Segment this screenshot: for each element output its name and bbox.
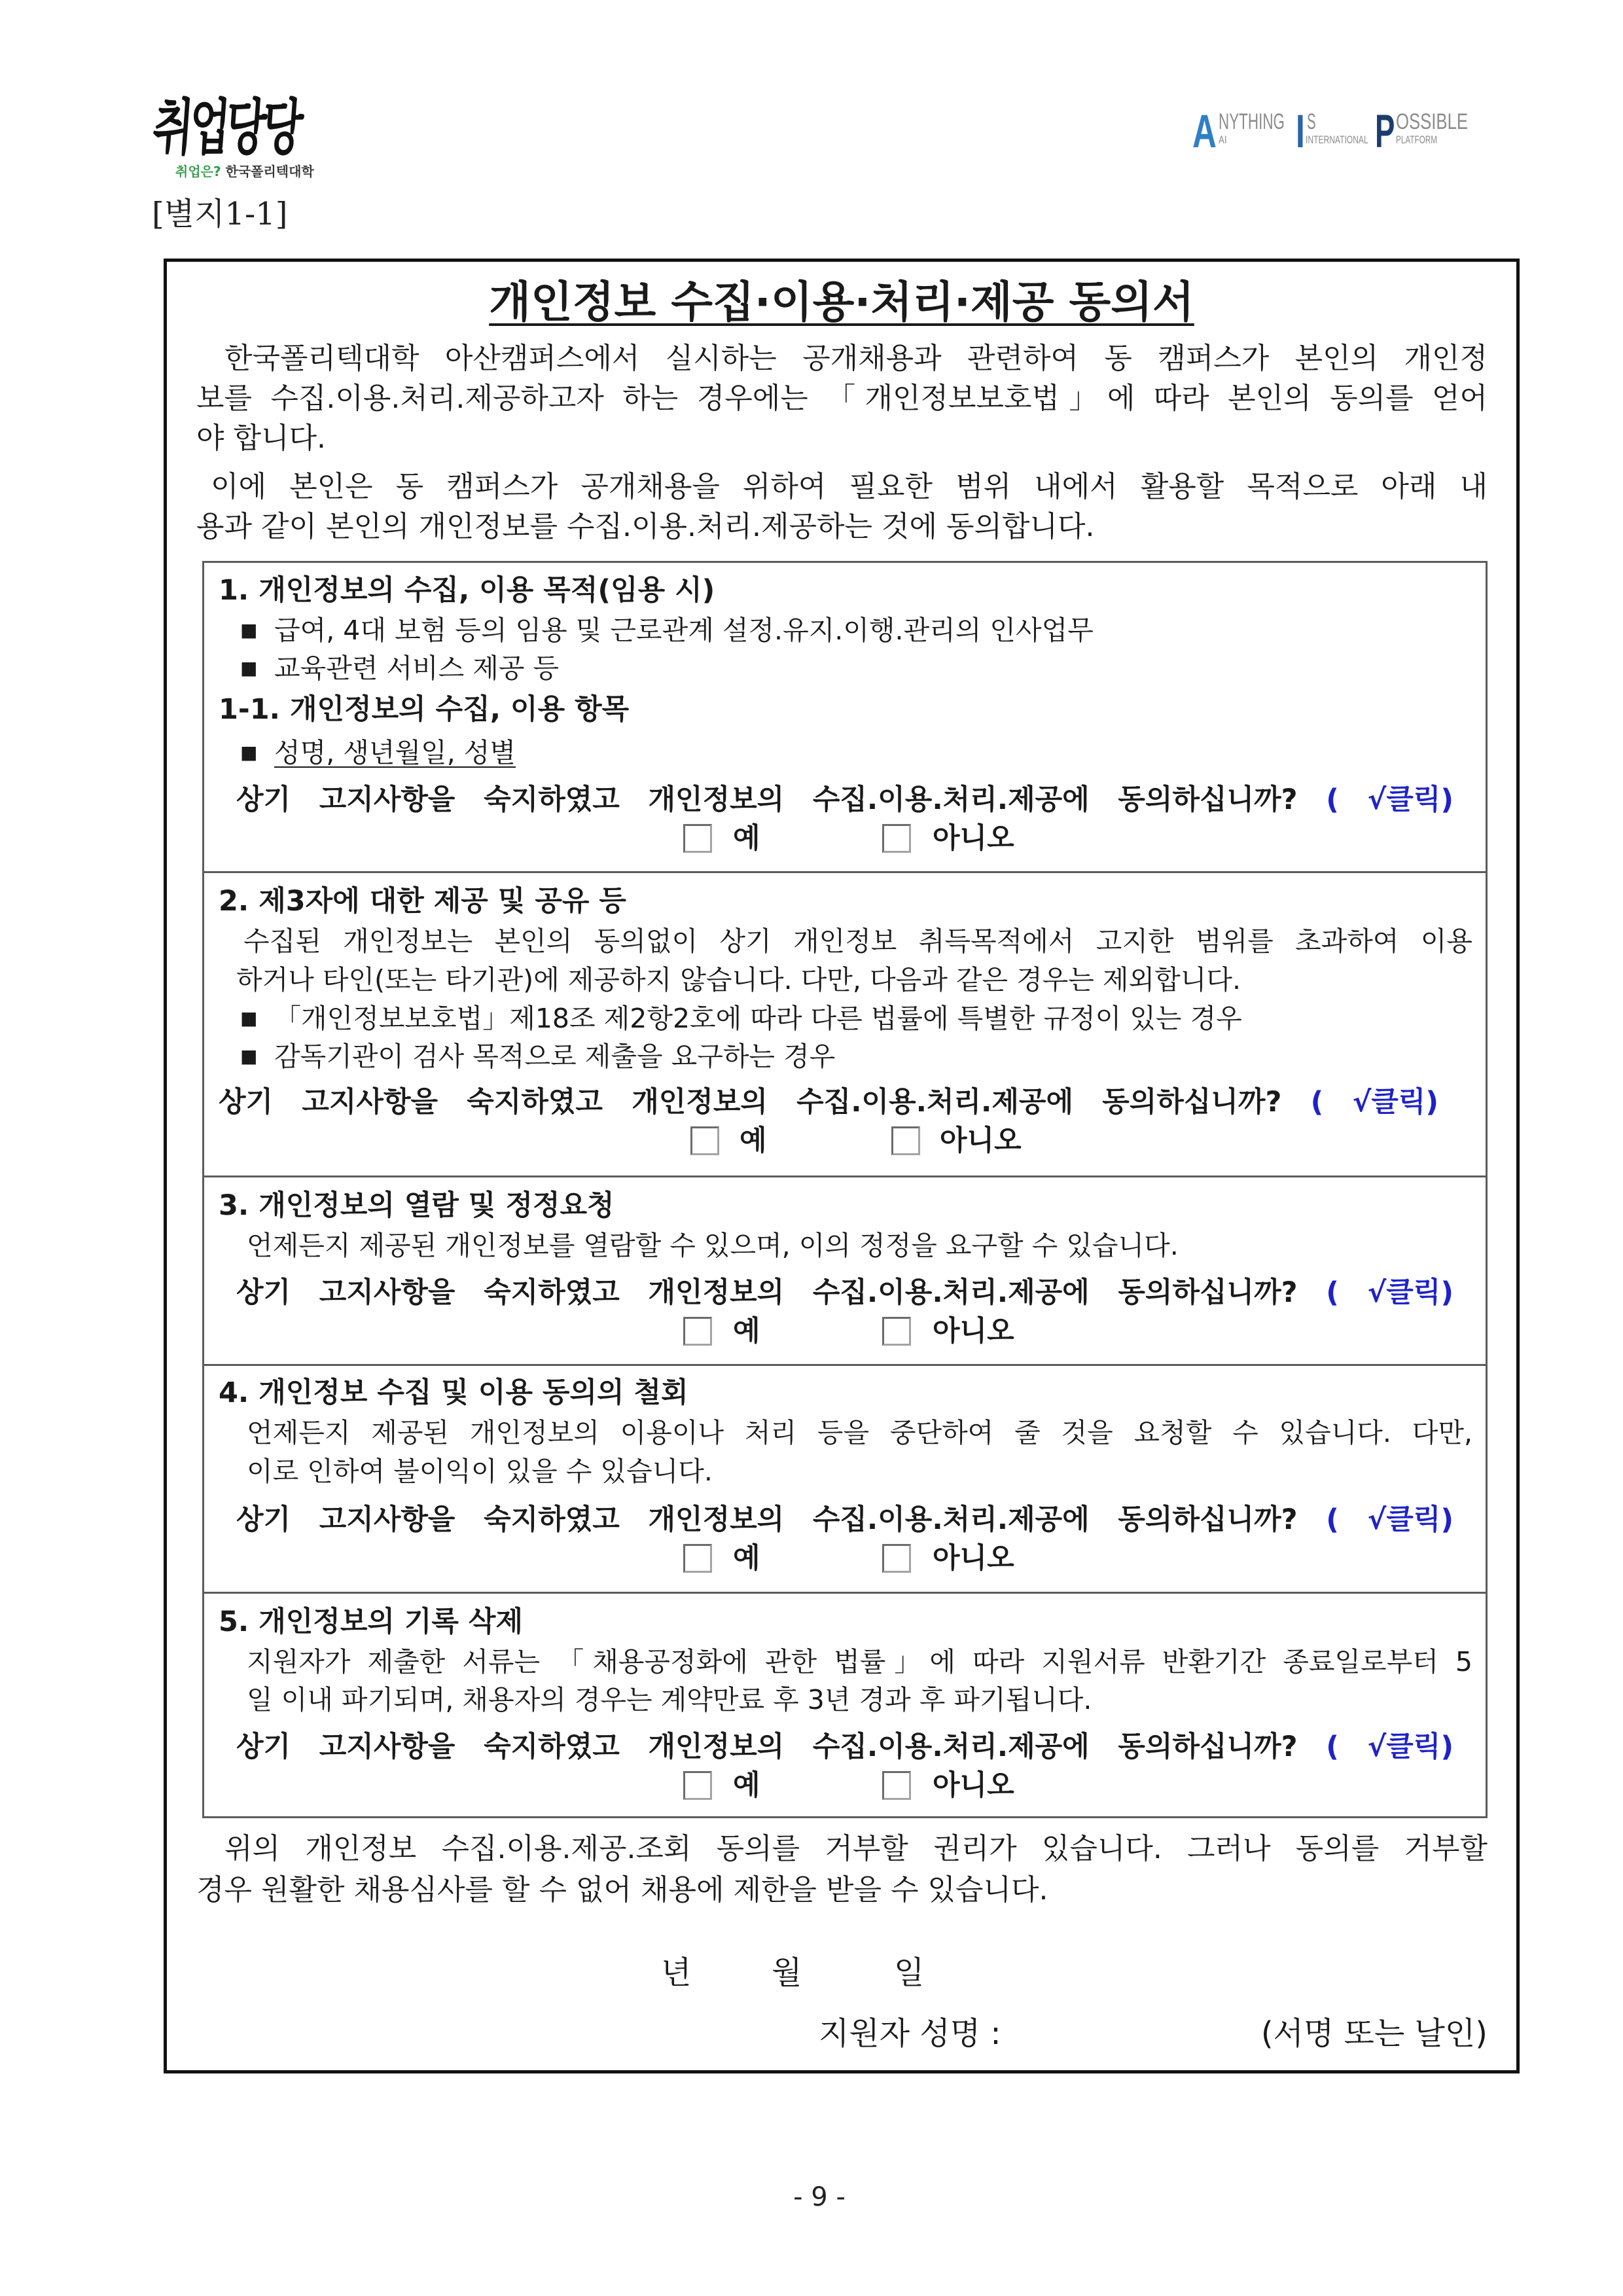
consent-yes-checkbox[interactable] [683,1317,712,1346]
intro-line: 야 합니다. [196,422,326,455]
signature-note: (서명 또는 날인) [1260,2015,1488,2052]
logo-right-a-rest: NYTHING [1219,109,1285,134]
click-hint: ( √클릭) [1326,1276,1454,1309]
logo-left-tagline-text: 한국폴리텍대학 [225,164,314,179]
consent-no-label[interactable]: 아니오 [933,822,1014,855]
consent-question-text: 상기 고지사항을 숙지하였고 개인정보의 수집.이용.처리.제공에 동의하십니까? [236,783,1298,816]
form-title: 개인정보 수집·이용·처리·제공 동의서 [489,277,1194,327]
bullet-icon: ■ [240,619,258,641]
consent-no-checkbox[interactable] [882,1317,911,1346]
date-year-label: 년 [661,1954,692,1991]
consent-no-label[interactable]: 아니오 [933,1542,1014,1575]
section-body-line: 일 이내 파기되며, 채용자의 경우는 계약만료 후 3년 경과 후 파기됩니다. [247,1684,1092,1715]
consent-yes-checkbox[interactable] [683,824,712,853]
consent-no-label[interactable]: 아니오 [933,1315,1014,1348]
section-heading: 1. 개인정보의 수집, 이용 목적(임용 시) [219,574,715,607]
title-row [164,273,1520,332]
bullet-text: 감독기관이 검사 목적으로 제출을 요구하는 경우 [274,1041,836,1072]
section-body-line: 언제든지 제공된 개인정보를 열람할 수 있으며, 이의 정정을 요구할 수 있습니다. [247,1230,1179,1261]
bullet-text: 급여, 4대 보험 등의 임용 및 근로관계 설정.유지.이행.관리의 인사업무 [274,615,1094,646]
bullet-icon: ■ [240,1007,258,1029]
refusal-line: 경우 원활한 채용심사를 할 수 없어 채용에 제한을 받을 수 있습니다. [196,1873,1048,1907]
section-heading: 2. 제3자에 대한 제공 및 공유 등 [219,885,626,918]
intro-line: 보를 수집.이용.처리.제공하고자 하는 경우에는 「개인정보보호법」에 따라 본인의 동의를 얻어 [196,382,1488,415]
consent-question-text: 상기 고지사항을 숙지하였고 개인정보의 수집.이용.처리.제공에 동의하십니까? [219,1086,1282,1119]
form-number: [별지1-1] [152,196,288,232]
logo-right-i-sub: INTERNATIONAL [1306,134,1368,146]
consent-question-text: 상기 고지사항을 숙지하였고 개인정보의 수집.이용.처리.제공에 동의하십니까? [236,1731,1298,1763]
logo-right-p: P [1375,106,1395,158]
consent-question [219,1081,1438,1123]
consent-yes-checkbox[interactable] [683,1771,712,1800]
consent-yes-label[interactable]: 예 [733,1542,760,1575]
consent-yes-checkbox[interactable] [683,1544,712,1573]
bullet-text: 「개인정보보호법」제18조 제2항2호에 따라 다른 법률에 특별한 규정이 있는 경우 [274,1003,1242,1034]
logo-right-p-rest: OSSIBLE [1396,109,1469,134]
logo-left-tagline-accent: 취업은? [175,164,221,179]
consent-no-checkbox[interactable] [882,824,911,853]
bullet-text: 교육관련 서비스 제공 등 [274,653,560,684]
bullet-icon: ■ [240,1045,258,1067]
consent-question [236,1499,1454,1541]
bullet-text: 성명, 생년월일, 성별 [274,737,516,768]
section-body-line: 수집된 개인정보는 본인의 동의없이 상기 개인정보 취득목적에서 고지한 범위를 초과하여 이용 [243,925,1472,957]
section-divider [202,1364,1488,1366]
section-body-line: 이로 인하여 불이익이 있을 수 있습니다. [247,1456,713,1487]
section-heading: 3. 개인정보의 열람 및 정정요청 [219,1189,615,1222]
section-body-line: 하거나 타인(또는 타기관)에 제공하지 않습니다. 다만, 다음과 같은 경우는 제외합니다. [236,964,1241,996]
consent-no-checkbox[interactable] [891,1126,920,1155]
consent-no-label[interactable]: 아니오 [940,1124,1022,1157]
section-body-line: 지원자가 제출한 서류는 「채용공정화에 관한 법률」에 따라 지원서류 반환기간 종료일로부터 5 [247,1646,1472,1677]
logo-right-i: I [1296,106,1305,158]
consent-question [236,1272,1454,1314]
click-hint: ( √클릭) [1326,1731,1454,1763]
logo-right-a-sub: AI [1219,134,1227,146]
consent-no-checkbox[interactable] [882,1544,911,1573]
bullet-icon: ■ [240,657,258,679]
logo-right-i-rest: S [1307,109,1316,134]
section-divider [202,871,1488,873]
click-hint: ( √클릭) [1326,1503,1454,1536]
consent-yes-label[interactable]: 예 [733,1769,760,1802]
consent-question [236,779,1454,821]
bullet-icon: ■ [240,742,258,763]
consent-yes-label[interactable]: 예 [740,1124,767,1157]
date-day-label: 일 [894,1954,925,1991]
section-divider [202,1175,1488,1177]
logo-left-wordmark: 취업당당 [150,93,302,164]
section-heading: 4. 개인정보 수집 및 이용 동의의 철회 [219,1376,688,1409]
page-number: - 9 - [793,2182,846,2212]
click-hint: ( √클릭) [1310,1086,1438,1119]
consent-question-text: 상기 고지사항을 숙지하였고 개인정보의 수집.이용.처리.제공에 동의하십니까? [236,1276,1298,1309]
applicant-name-label: 지원자 성명 : [819,2015,1001,2052]
section-divider [202,1592,1488,1594]
logo-left-tagline [175,164,314,179]
intro-line: 한국폴리텍대학 아산캠퍼스에서 실시하는 공개채용과 관련하여 동 캠퍼스가 본인의 개인정 [224,342,1488,375]
intro-line: 용과 같이 본인의 개인정보를 수집.이용.처리.제공하는 것에 동의합니다. [196,510,1095,543]
logo-right-a: A [1192,106,1217,158]
section-heading: 5. 개인정보의 기록 삭제 [219,1605,524,1638]
consent-question-text: 상기 고지사항을 숙지하였고 개인정보의 수집.이용.처리.제공에 동의하십니까? [236,1503,1298,1536]
date-month-label: 월 [772,1954,802,1991]
consent-no-label[interactable]: 아니오 [933,1769,1014,1802]
section-body-line: 언제든지 제공된 개인정보의 이용이나 처리 등을 중단하여 줄 것을 요청할 수 있습니다. 다만, [247,1417,1472,1448]
intro-line: 이에 본인은 동 캠퍼스가 공개채용을 위하여 필요한 범위 내에서 활용할 목적으로 아래 내 [211,470,1488,503]
section-subheading: 1-1. 개인정보의 수집, 이용 항목 [219,693,630,726]
refusal-line: 위의 개인정보 수집.이용.제공.조회 동의를 거부할 권리가 있습니다. 그러나 동의를 거부할 [224,1832,1488,1865]
consent-no-checkbox[interactable] [882,1771,911,1800]
consent-yes-label[interactable]: 예 [733,1315,760,1348]
consent-question [236,1726,1454,1768]
consent-yes-label[interactable]: 예 [733,822,760,855]
click-hint: ( √클릭) [1326,783,1454,816]
consent-yes-checkbox[interactable] [690,1126,719,1155]
logo-right-p-sub: PLATFORM [1396,134,1438,146]
